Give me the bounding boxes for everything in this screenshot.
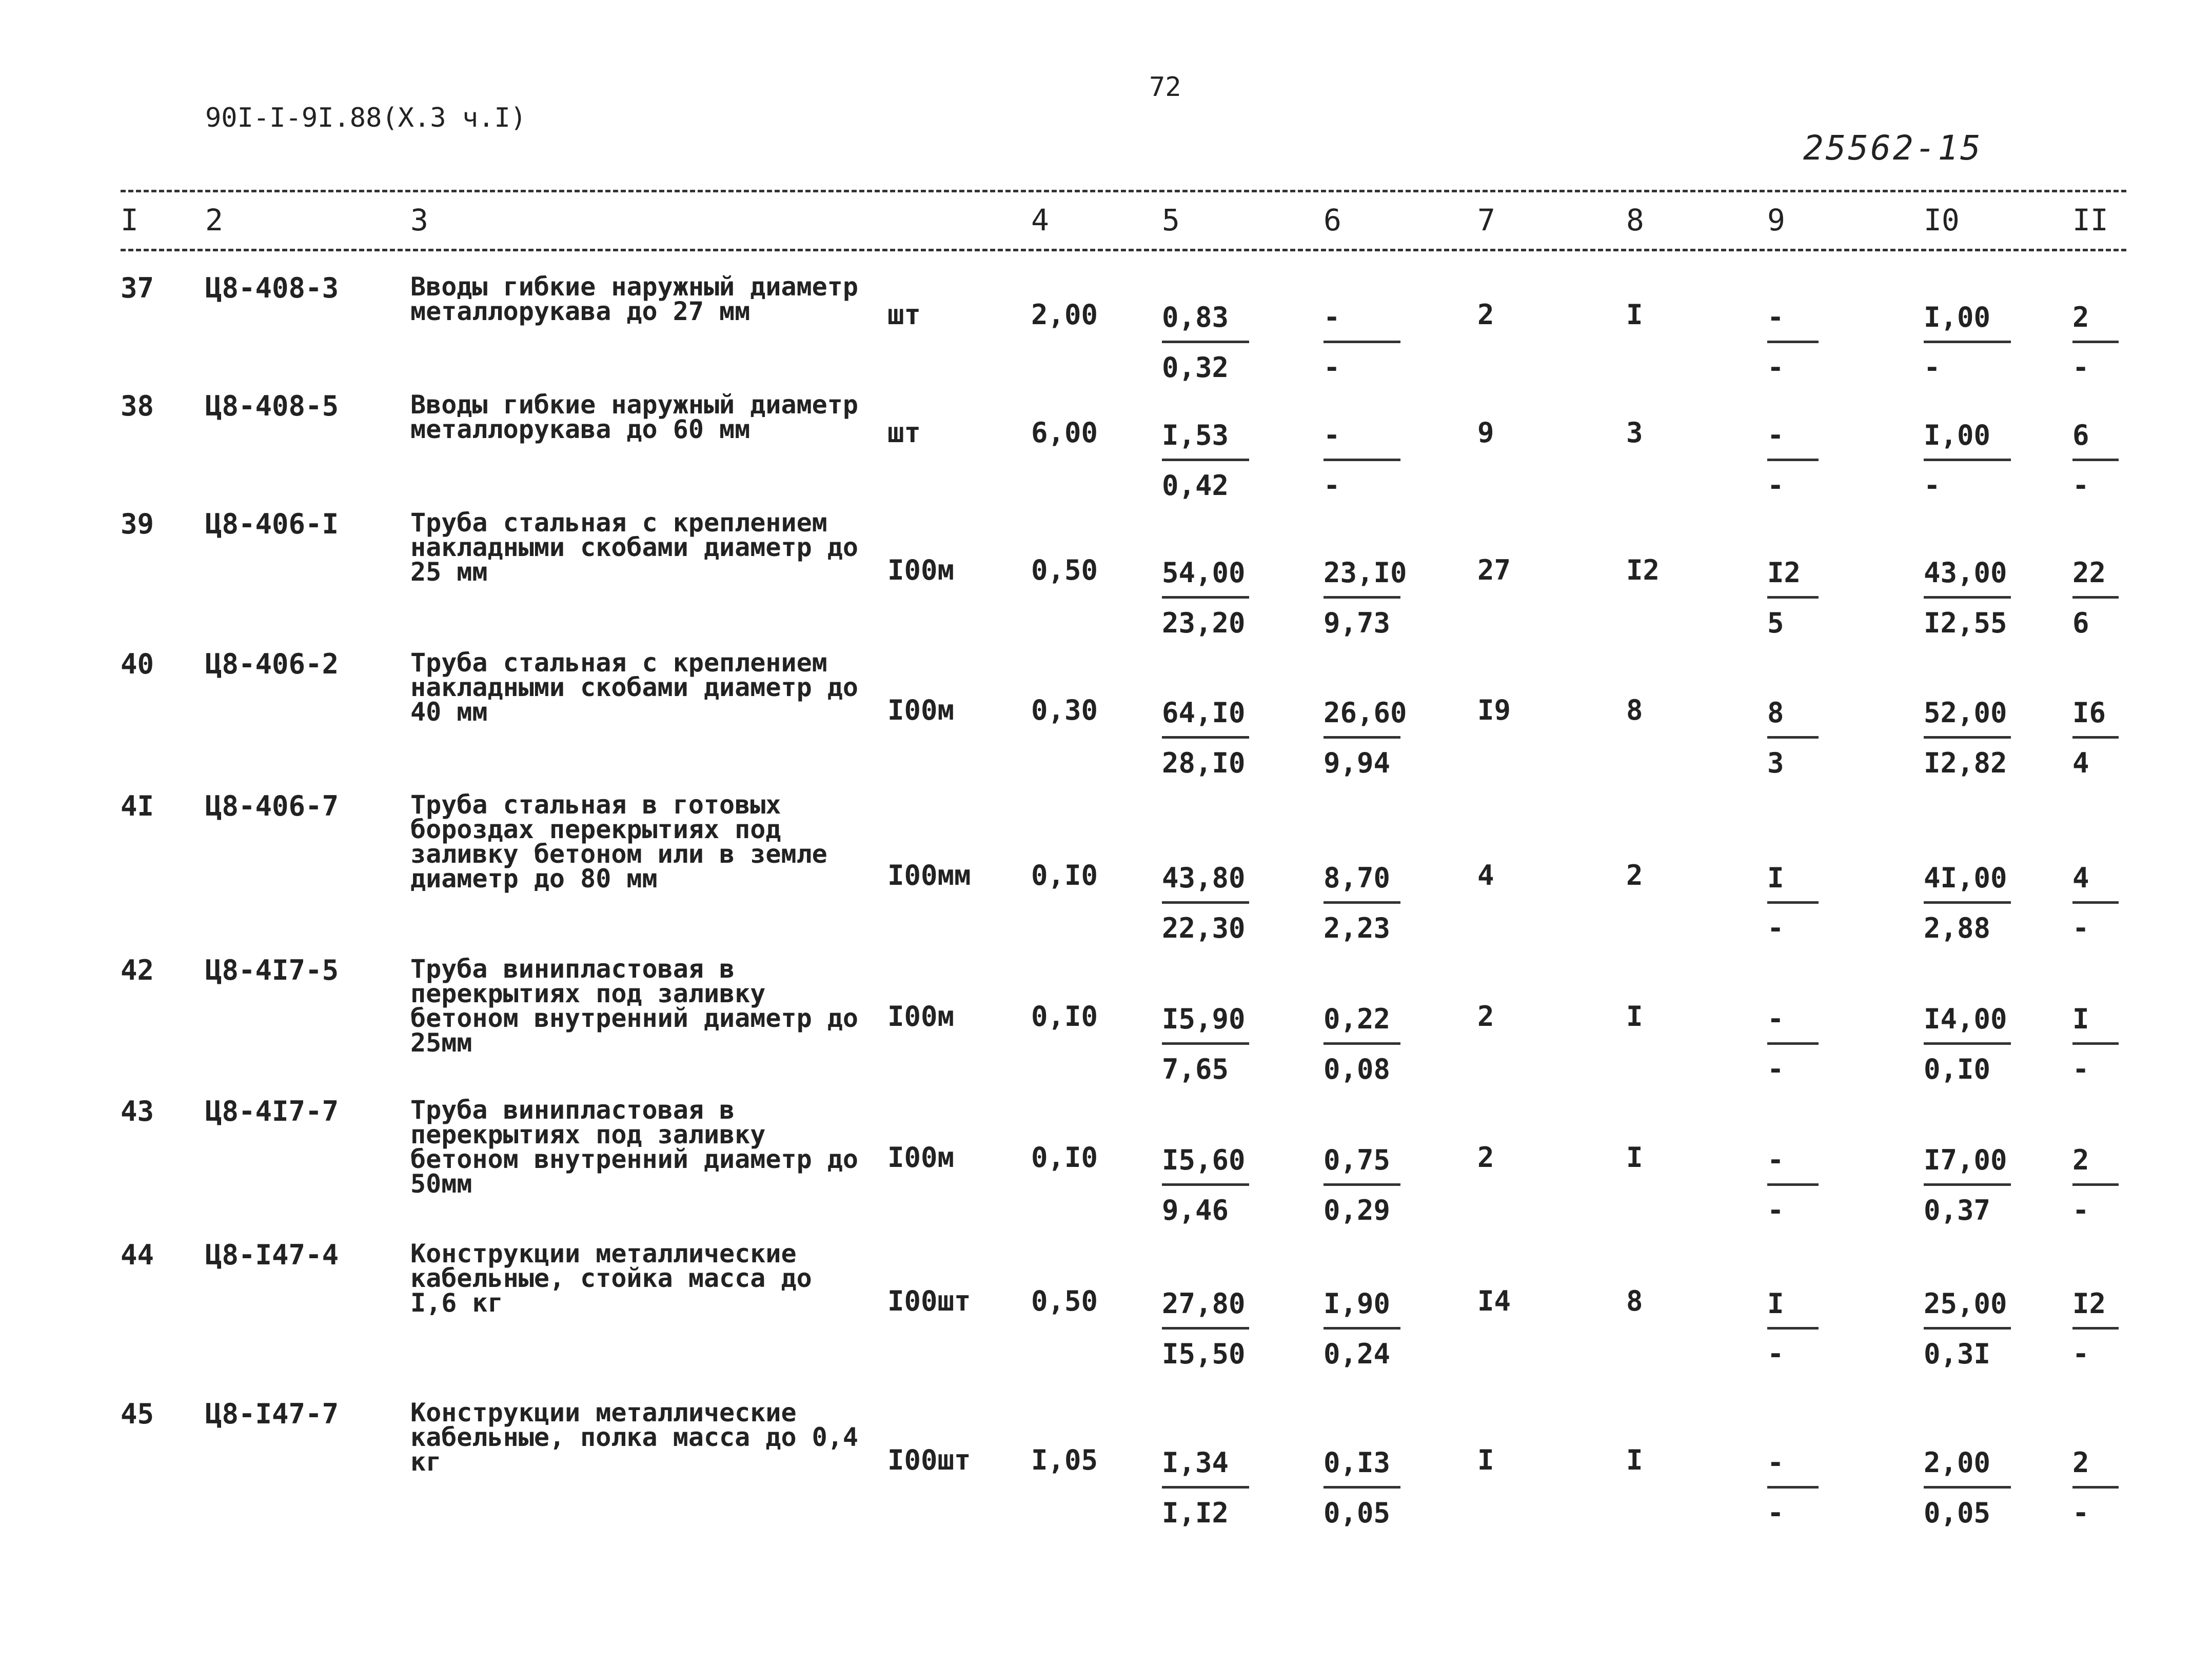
col11-bottom: -	[2072, 1497, 2089, 1529]
col9-fraction	[1767, 697, 1819, 779]
col9-top: I	[1767, 1287, 1784, 1320]
col10-fraction	[1924, 1144, 2011, 1226]
fraction-bar	[2072, 341, 2119, 343]
col11-fraction	[2072, 419, 2119, 502]
quantity: 0,I0	[1031, 859, 1098, 891]
col9-top: -	[1767, 1003, 1784, 1035]
header-bottom-rule	[121, 249, 2126, 251]
work-description: Вводы гибкие наружный диаметр металлорукава до 27 мм	[410, 272, 858, 326]
col5-top: 64,I0	[1162, 697, 1246, 729]
col10-bottom: 0,I0	[1924, 1053, 1991, 1085]
col9-bottom: 3	[1767, 747, 1784, 779]
col10-top: 2,00	[1924, 1446, 1991, 1479]
work-description: Конструкции металлические кабельные, полка масса до 0,4 кг	[410, 1398, 858, 1477]
col7-value: 9	[1477, 417, 1494, 449]
fraction-bar	[1324, 901, 1400, 904]
fraction-bar	[2072, 459, 2119, 461]
col9-bottom: -	[1767, 1194, 1784, 1226]
fraction-bar	[2072, 901, 2119, 904]
col10-fraction	[1924, 862, 2011, 944]
fraction-bar	[1324, 341, 1400, 343]
col6-bottom: 2,23	[1324, 912, 1391, 944]
col9-bottom: -	[1767, 912, 1784, 944]
fraction-bar	[1324, 736, 1400, 739]
col-header-2: 2	[205, 203, 223, 237]
norm-code: Ц8-408-5	[205, 390, 339, 422]
col9-fraction	[1767, 1446, 1819, 1529]
col5-fraction	[1162, 1144, 1249, 1226]
col5-fraction	[1162, 419, 1249, 502]
col10-fraction	[1924, 557, 2011, 639]
col5-top: I,34	[1162, 1446, 1229, 1479]
col8-value: I	[1626, 1444, 1643, 1476]
fraction-bar	[1324, 1183, 1400, 1186]
col6-top: 0,I3	[1324, 1446, 1391, 1479]
col6-fraction	[1324, 419, 1400, 502]
col11-top: 2	[2072, 1446, 2089, 1479]
col6-bottom: -	[1324, 469, 1340, 502]
fraction-bar	[1924, 1183, 2011, 1186]
col9-fraction	[1767, 301, 1819, 384]
row-number: 45	[121, 1398, 154, 1430]
col7-value: 27	[1477, 554, 1511, 586]
col11-fraction	[2072, 1287, 2119, 1370]
col8-value: 3	[1626, 417, 1643, 449]
work-description: Конструкции металлические кабельные, стойка масса до I,6 кг	[410, 1239, 812, 1318]
fraction-bar	[1767, 596, 1819, 599]
col10-fraction	[1924, 697, 2011, 779]
col10-fraction	[1924, 301, 2011, 384]
col-header-3: 3	[410, 203, 428, 237]
fraction-bar	[1767, 1183, 1819, 1186]
col10-top: 52,00	[1924, 697, 2007, 729]
fraction-bar	[1924, 901, 2011, 904]
fraction-bar	[1162, 1042, 1249, 1045]
unit: I00м	[887, 554, 955, 586]
col7-value: 4	[1477, 859, 1494, 891]
table-row	[0, 792, 2212, 946]
col9-bottom: -	[1767, 1497, 1784, 1529]
fraction-bar	[1924, 459, 2011, 461]
col5-fraction	[1162, 1287, 1249, 1370]
unit: I00м	[887, 1141, 955, 1174]
fraction-bar	[1324, 1042, 1400, 1045]
row-number: 43	[121, 1095, 154, 1127]
fraction-bar	[1767, 1327, 1819, 1330]
fraction-bar	[1767, 1042, 1819, 1045]
col11-bottom: -	[2072, 1338, 2089, 1370]
unit: I00м	[887, 694, 955, 726]
col11-fraction	[2072, 301, 2119, 384]
col-header-4: 4	[1031, 203, 1049, 237]
col5-top: 43,80	[1162, 862, 1246, 894]
col9-top: I	[1767, 862, 1784, 894]
col-header-8: 8	[1626, 203, 1644, 237]
norm-code: Ц8-I47-7	[205, 1398, 339, 1430]
col11-top: 2	[2072, 1144, 2089, 1176]
col8-value: I2	[1626, 554, 1660, 586]
col11-fraction	[2072, 1003, 2119, 1085]
col10-bottom: I2,82	[1924, 747, 2007, 779]
fraction-bar	[1162, 341, 1249, 343]
col11-fraction	[2072, 862, 2119, 944]
fraction-bar	[2072, 596, 2119, 599]
col10-bottom: -	[1924, 469, 1941, 502]
fraction-bar	[1162, 901, 1249, 904]
col6-bottom: 0,24	[1324, 1338, 1391, 1370]
fraction-bar	[1162, 596, 1249, 599]
col5-top: I5,60	[1162, 1144, 1246, 1176]
norm-code: Ц8-4I7-5	[205, 954, 339, 986]
col10-fraction	[1924, 1003, 2011, 1085]
fraction-bar	[2072, 1183, 2119, 1186]
col7-value: I	[1477, 1444, 1494, 1476]
col6-fraction	[1324, 301, 1400, 384]
col-header-10: I0	[1924, 203, 1960, 237]
col8-value: 2	[1626, 859, 1643, 891]
col9-bottom: 5	[1767, 607, 1784, 639]
fraction-bar	[2072, 1486, 2119, 1489]
fraction-bar	[1767, 341, 1819, 343]
quantity: 0,I0	[1031, 1000, 1098, 1033]
norm-code: Ц8-406-7	[205, 790, 339, 822]
fraction-bar	[1924, 596, 2011, 599]
col6-top: 0,75	[1324, 1144, 1391, 1176]
row-number: 42	[121, 954, 154, 986]
fraction-bar	[1324, 1486, 1400, 1489]
col9-fraction	[1767, 862, 1819, 944]
col11-top: 6	[2072, 419, 2089, 451]
col11-fraction	[2072, 557, 2119, 639]
work-description: Труба винипластовая в перекрытиях под заливку бетоном внутренний диаметр до 25мм	[410, 954, 858, 1058]
work-description: Труба винипластовая в перекрытиях под заливку бетоном внутренний диаметр до 50мм	[410, 1095, 858, 1199]
col6-fraction	[1324, 697, 1407, 779]
table-row	[0, 1095, 2212, 1252]
fraction-bar	[1767, 1486, 1819, 1489]
col10-top: 43,00	[1924, 557, 2007, 589]
quantity: 0,I0	[1031, 1141, 1098, 1174]
col5-fraction	[1162, 301, 1249, 384]
col-header-1: I	[121, 203, 139, 237]
quantity: 0,50	[1031, 1285, 1098, 1317]
col11-bottom: -	[2072, 351, 2089, 384]
fraction-bar	[1924, 1042, 2011, 1045]
col11-top: I6	[2072, 697, 2106, 729]
col11-fraction	[2072, 697, 2119, 779]
col10-top: I7,00	[1924, 1144, 2007, 1176]
fraction-bar	[1924, 341, 2011, 343]
col6-top: 23,I0	[1324, 557, 1407, 589]
col5-fraction	[1162, 697, 1249, 779]
col8-value: I	[1626, 1141, 1643, 1174]
col5-bottom: 23,20	[1162, 607, 1246, 639]
work-description: Труба стальная в готовых бороздах перекрытиях под заливку бетоном или в земле диаметр до 80 мм	[410, 790, 827, 894]
norm-code: Ц8-4I7-7	[205, 1095, 339, 1127]
col6-bottom: 0,05	[1324, 1497, 1391, 1529]
fraction-bar	[1324, 1327, 1400, 1330]
col9-fraction	[1767, 419, 1819, 502]
col9-top: I2	[1767, 557, 1801, 589]
row-number: 44	[121, 1239, 154, 1271]
col6-fraction	[1324, 1144, 1400, 1226]
col10-top: 4I,00	[1924, 862, 2007, 894]
col9-fraction	[1767, 557, 1819, 639]
fraction-bar	[1162, 459, 1249, 461]
row-number: 37	[121, 272, 154, 304]
col-header-7: 7	[1477, 203, 1495, 237]
table-row	[0, 650, 2212, 804]
fraction-bar	[1767, 736, 1819, 739]
col10-bottom: 0,05	[1924, 1497, 1991, 1529]
col9-bottom: -	[1767, 1053, 1784, 1085]
col9-top: 8	[1767, 697, 1784, 729]
col10-top: 25,00	[1924, 1287, 2007, 1320]
col11-top: 4	[2072, 862, 2089, 894]
table-row	[0, 1400, 2212, 1554]
unit: I00мм	[887, 859, 971, 891]
fraction-bar	[1162, 1183, 1249, 1186]
col9-fraction	[1767, 1003, 1819, 1085]
col8-value: I	[1626, 299, 1643, 331]
page-number: 72	[1149, 72, 1181, 103]
col6-top: -	[1324, 419, 1340, 451]
unit: I00шт	[887, 1444, 971, 1476]
col7-value: 2	[1477, 1000, 1494, 1033]
fraction-bar	[1767, 459, 1819, 461]
col10-bottom: 0,3I	[1924, 1338, 1991, 1370]
col6-fraction	[1324, 557, 1407, 639]
row-number: 39	[121, 508, 154, 540]
fraction-bar	[1324, 459, 1400, 461]
col10-bottom: I2,55	[1924, 607, 2007, 639]
col10-bottom: 2,88	[1924, 912, 1991, 944]
col11-fraction	[2072, 1446, 2119, 1529]
col9-top: -	[1767, 419, 1784, 451]
fraction-bar	[2072, 1327, 2119, 1330]
row-number: 38	[121, 390, 154, 422]
col6-fraction	[1324, 862, 1400, 944]
table-row	[0, 510, 2212, 664]
col8-value: 8	[1626, 1285, 1643, 1317]
col5-bottom: 28,I0	[1162, 747, 1246, 779]
fraction-bar	[1162, 1327, 1249, 1330]
fraction-bar	[1162, 1486, 1249, 1489]
col8-value: 8	[1626, 694, 1643, 726]
col5-fraction	[1162, 1446, 1249, 1529]
col7-value: I4	[1477, 1285, 1511, 1317]
unit: шт	[887, 299, 921, 331]
unit: I00м	[887, 1000, 955, 1033]
norm-code: Ц8-408-3	[205, 272, 339, 304]
col10-bottom: -	[1924, 351, 1941, 384]
col11-top: I2	[2072, 1287, 2106, 1320]
col11-fraction	[2072, 1144, 2119, 1226]
fraction-bar	[1924, 1486, 2011, 1489]
col11-bottom: -	[2072, 1053, 2089, 1085]
col6-top: 8,70	[1324, 862, 1391, 894]
col7-value: 2	[1477, 299, 1494, 331]
col10-top: I4,00	[1924, 1003, 2007, 1035]
header-top-rule	[121, 190, 2126, 192]
work-description: Вводы гибкие наружный диаметр металлорукава до 60 мм	[410, 390, 858, 444]
quantity: I,05	[1031, 1444, 1098, 1476]
col8-value: I	[1626, 1000, 1643, 1033]
col11-top: I	[2072, 1003, 2089, 1035]
col11-bottom: -	[2072, 912, 2089, 944]
col-header-11: II	[2072, 203, 2108, 237]
table-row	[0, 954, 2212, 1110]
col11-top: 2	[2072, 301, 2089, 333]
col-header-6: 6	[1324, 203, 1341, 237]
norm-code: Ц8-406-2	[205, 648, 339, 680]
col10-fraction	[1924, 1446, 2011, 1529]
col6-bottom: 9,73	[1324, 607, 1391, 639]
col7-value: I9	[1477, 694, 1511, 726]
col10-bottom: 0,37	[1924, 1194, 1991, 1226]
col9-fraction	[1767, 1144, 1819, 1226]
col5-fraction	[1162, 1003, 1249, 1085]
col6-fraction	[1324, 1446, 1400, 1529]
unit: шт	[887, 417, 921, 449]
col5-top: 27,80	[1162, 1287, 1246, 1320]
row-number: 4I	[121, 790, 154, 822]
col5-top: 0,83	[1162, 301, 1229, 333]
col5-bottom: 0,32	[1162, 351, 1229, 384]
handwritten-stamp-number: 25562-15	[1803, 128, 1983, 168]
fraction-bar	[1162, 736, 1249, 739]
col-header-9: 9	[1767, 203, 1785, 237]
col6-bottom: 0,08	[1324, 1053, 1391, 1085]
col11-top: 22	[2072, 557, 2106, 589]
col6-top: I,90	[1324, 1287, 1391, 1320]
document-number: 90I-I-9I.88(X.3 ч.I)	[205, 103, 527, 133]
unit: I00шт	[887, 1285, 971, 1317]
col9-top: -	[1767, 301, 1784, 333]
col6-fraction	[1324, 1003, 1400, 1085]
fraction-bar	[1324, 596, 1400, 599]
fraction-bar	[1924, 736, 2011, 739]
col6-bottom: -	[1324, 351, 1340, 384]
col5-bottom: 22,30	[1162, 912, 1246, 944]
fraction-bar	[1767, 901, 1819, 904]
col5-bottom: I,I2	[1162, 1497, 1229, 1529]
col5-bottom: 0,42	[1162, 469, 1229, 502]
col6-bottom: 0,29	[1324, 1194, 1391, 1226]
fraction-bar	[1924, 1327, 2011, 1330]
col10-top: I,00	[1924, 419, 1991, 451]
quantity: 2,00	[1031, 299, 1098, 331]
col6-top: 26,60	[1324, 697, 1407, 729]
col9-bottom: -	[1767, 351, 1784, 384]
col11-bottom: 4	[2072, 747, 2089, 779]
col5-bottom: I5,50	[1162, 1338, 1246, 1370]
col5-top: 54,00	[1162, 557, 1246, 589]
col5-bottom: 7,65	[1162, 1053, 1229, 1085]
col9-top: -	[1767, 1144, 1784, 1176]
norm-code: Ц8-I47-4	[205, 1239, 339, 1271]
col9-bottom: -	[1767, 1338, 1784, 1370]
table-row	[0, 1241, 2212, 1395]
col5-top: I5,90	[1162, 1003, 1246, 1035]
col6-top: 0,22	[1324, 1003, 1391, 1035]
col10-fraction	[1924, 419, 2011, 502]
col11-bottom: -	[2072, 1194, 2089, 1226]
work-description: Труба стальная с креплением накладными скобами диаметр до 40 мм	[410, 648, 858, 727]
col6-top: -	[1324, 301, 1340, 333]
col6-fraction	[1324, 1287, 1400, 1370]
col5-fraction	[1162, 557, 1249, 639]
col5-bottom: 9,46	[1162, 1194, 1229, 1226]
quantity: 0,50	[1031, 554, 1098, 586]
col9-bottom: -	[1767, 469, 1784, 502]
col5-fraction	[1162, 862, 1249, 944]
col11-bottom: -	[2072, 469, 2089, 502]
col9-top: -	[1767, 1446, 1784, 1479]
col7-value: 2	[1477, 1141, 1494, 1174]
work-description: Труба стальная с креплением накладными скобами диаметр до 25 мм	[410, 508, 858, 587]
quantity: 6,00	[1031, 417, 1098, 449]
col6-bottom: 9,94	[1324, 747, 1391, 779]
fraction-bar	[2072, 1042, 2119, 1045]
row-number: 40	[121, 648, 154, 680]
col9-fraction	[1767, 1287, 1819, 1370]
col11-bottom: 6	[2072, 607, 2089, 639]
col5-top: I,53	[1162, 419, 1229, 451]
fraction-bar	[2072, 736, 2119, 739]
col10-top: I,00	[1924, 301, 1991, 333]
col10-fraction	[1924, 1287, 2011, 1370]
norm-code: Ц8-406-I	[205, 508, 339, 540]
quantity: 0,30	[1031, 694, 1098, 726]
col-header-5: 5	[1162, 203, 1180, 237]
